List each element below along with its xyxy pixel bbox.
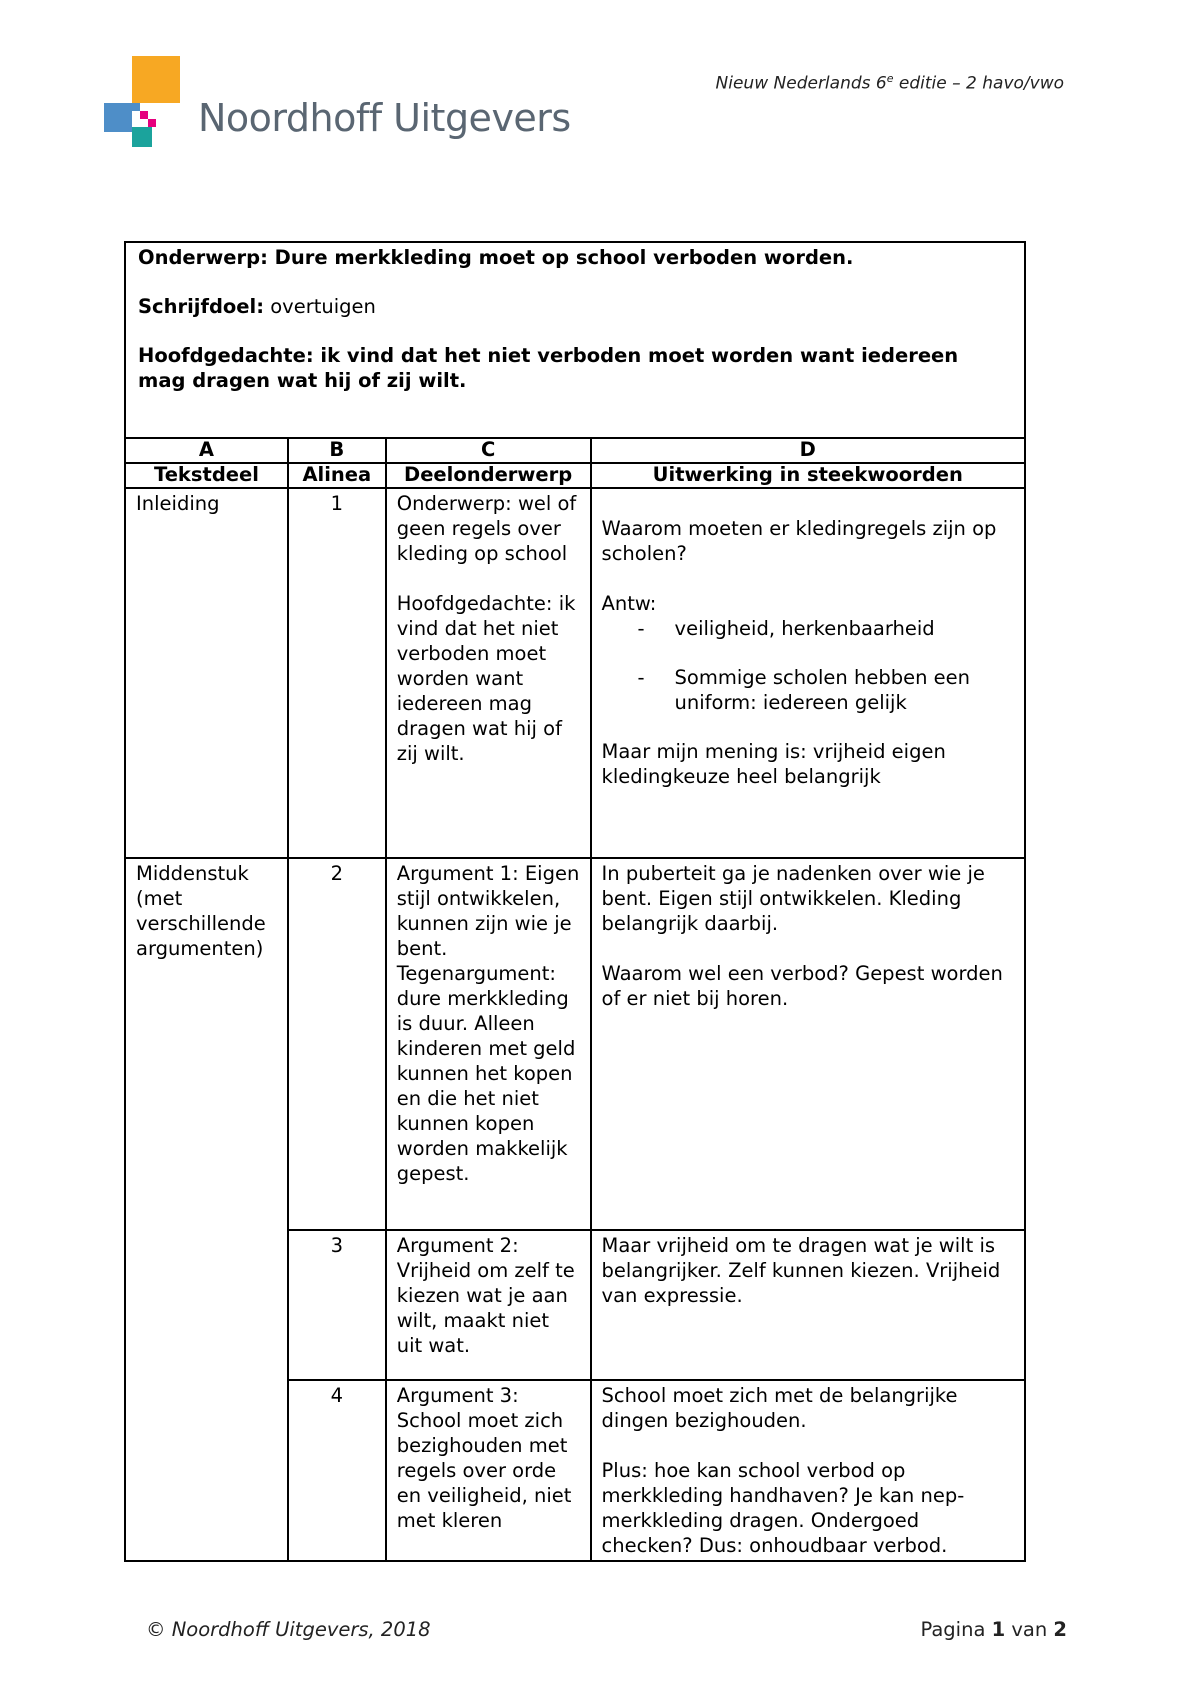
onderwerp-line: Onderwerp: Dure merkkleding moet op school verboden worden. [138,246,854,269]
intro-cell [125,242,1025,438]
column-header: Uitwerking in steekwoorden [591,463,1025,488]
tekstdeel-cell: Middenstuk (met verschillende argumenten) [125,858,288,1561]
list-item: - Sommige scholen hebben een uniform: iedereen gelijk [637,666,970,714]
column-header-row [125,463,1025,488]
schrijfdoel-line: Schrijfdoel: overtuigen [138,295,376,318]
uitwerking-cell: In puberteit ga je nadenken over wie je bent. Eigen stijl ontwikkelen. Kleding belangrijk daarbij. Waarom wel een verbod? Gepest worden of er niet bij horen. [591,858,1025,1230]
column-letter: A [125,438,288,463]
hoofdgedachte-line: Hoofdgedachte: ik vind dat het niet verboden moet worden want iedereen mag dragen wat hij of zij wilt. [138,344,959,392]
bouwplan-table [124,241,1026,1562]
table-row [125,858,1025,1230]
column-header: Alinea [288,463,386,488]
alinea-cell: 4 [288,1380,386,1561]
deelonderwerp-cell: Argument 3: School moet zich bezighouden met regels over orde en veiligheid, niet met kleren [386,1380,591,1561]
table-row [125,488,1025,858]
alinea-cell: 1 [288,488,386,858]
bullet-list [602,616,1014,715]
column-letter: C [386,438,591,463]
uitwerking-cell: Maar vrijheid om te dragen wat je wilt is belangrijker. Zelf kunnen kiezen. Vrijheid van expressie. [591,1230,1025,1380]
uitwerking-cell: School moet zich met de belangrijke dingen bezighouden. Plus: hoe kan school verbod op merkkleding handhaven? Je kan nep-merkkleding dragen. Ondergoed checken? Dus: onhoudbaar verbod. [591,1380,1025,1561]
alinea-cell: 3 [288,1230,386,1380]
deelonderwerp-cell: Argument 1: Eigen stijl ontwikkelen, kunnen zijn wie je bent. Tegenargument: dure merkkleding is duur. Alleen kinderen met geld kunnen het kopen en die het niet kunnen kopen worden makkelijk gepest. [386,858,591,1230]
column-letter-row [125,438,1025,463]
deelonderwerp-cell: Argument 2: Vrijheid om zelf te kiezen wat je aan wilt, maakt niet uit wat. [386,1230,591,1380]
publisher-name: Noordhoff Uitgevers [198,96,571,140]
uitwerking-cell: Waarom moeten er kledingregels zijn op scholen? Antw: - veiligheid, herkenbaarheid - Sommige scholen hebben een uniform: iedereen gelijk Maar mijn mening is: vrijheid eigen kledingkeuze heel belangrijk [591,488,1025,858]
tekstdeel-cell: Inleiding [125,488,288,858]
column-header: Deelonderwerp [386,463,591,488]
alinea-cell: 2 [288,858,386,1230]
page-number: Pagina 1 van 2 [920,1618,1067,1641]
list-item: - veiligheid, herkenbaarheid [637,617,935,640]
deelonderwerp-cell: Onderwerp: wel of geen regels over kleding op school Hoofdgedachte: ik vind dat het niet verboden moet worden want iedereen mag dragen wat hij of zij wilt. [386,488,591,858]
column-letter: D [591,438,1025,463]
publisher-logo [104,56,574,156]
book-title: Nieuw Nederlands 6e editie – 2 havo/vwo [715,72,1064,94]
copyright-notice: © Noordhoff Uitgevers, 2018 [146,1618,431,1641]
column-letter: B [288,438,386,463]
noordhoff-logo-mark-icon [104,56,194,156]
column-header: Tekstdeel [125,463,288,488]
